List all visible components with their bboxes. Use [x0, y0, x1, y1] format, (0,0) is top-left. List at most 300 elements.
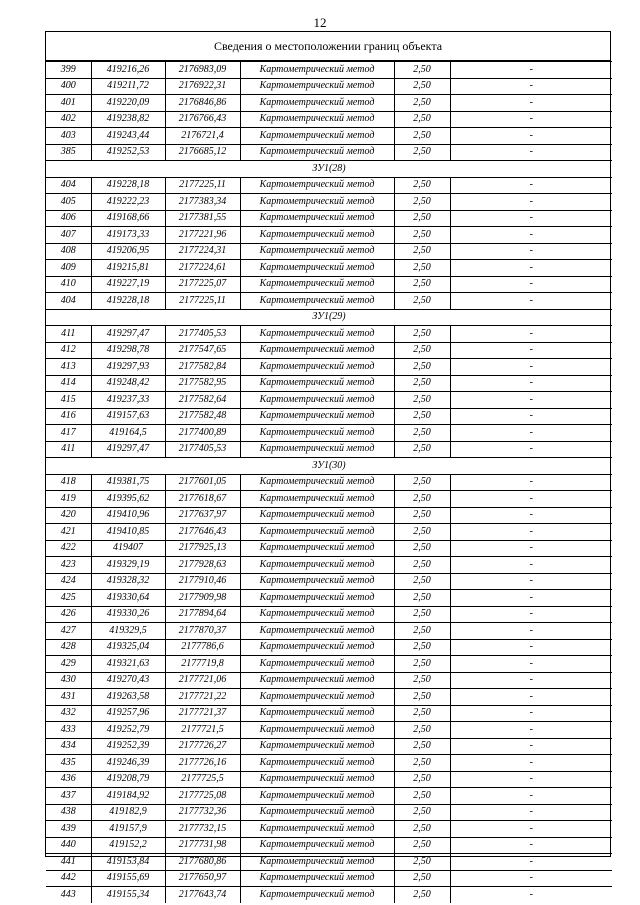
- x-coordinate-cell: 419211,72: [91, 78, 165, 95]
- accuracy-cell: 2,50: [394, 128, 450, 145]
- x-coordinate-cell: 419246,39: [91, 755, 165, 772]
- table-row: [46, 227, 612, 244]
- x-coordinate-cell: 419184,92: [91, 788, 165, 805]
- accuracy-cell: 2,50: [394, 755, 450, 772]
- point-number-cell: 426: [46, 606, 91, 623]
- x-coordinate-cell: 419298,78: [91, 342, 165, 359]
- accuracy-cell: 2,50: [394, 342, 450, 359]
- x-coordinate-cell: 419330,64: [91, 590, 165, 607]
- description-cell: -: [450, 722, 612, 739]
- point-number-cell: 406: [46, 210, 91, 227]
- y-coordinate-cell: 2177582,48: [165, 408, 240, 425]
- y-coordinate-cell: 2177582,95: [165, 375, 240, 392]
- description-cell: -: [450, 606, 612, 623]
- description-cell: -: [450, 210, 612, 227]
- method-cell: Картометрический метод: [240, 441, 394, 458]
- description-cell: -: [450, 738, 612, 755]
- y-coordinate-cell: 2176846,86: [165, 95, 240, 112]
- method-cell: Картометрический метод: [240, 326, 394, 343]
- y-coordinate-cell: 2177909,98: [165, 590, 240, 607]
- point-number-cell: 410: [46, 276, 91, 293]
- x-coordinate-cell: 419228,18: [91, 177, 165, 194]
- method-cell: Картометрический метод: [240, 392, 394, 409]
- y-coordinate-cell: 2176922,31: [165, 78, 240, 95]
- x-coordinate-cell: 419297,47: [91, 326, 165, 343]
- point-number-cell: 418: [46, 474, 91, 491]
- point-number-cell: 431: [46, 689, 91, 706]
- x-coordinate-cell: 419395,62: [91, 491, 165, 508]
- x-coordinate-cell: 419152,2: [91, 837, 165, 854]
- y-coordinate-cell: 2177637,97: [165, 507, 240, 524]
- y-coordinate-cell: 2177643,74: [165, 887, 240, 903]
- accuracy-cell: 2,50: [394, 491, 450, 508]
- point-number-cell: 420: [46, 507, 91, 524]
- accuracy-cell: 2,50: [394, 441, 450, 458]
- method-cell: Картометрический метод: [240, 128, 394, 145]
- x-coordinate-cell: 419222,23: [91, 194, 165, 211]
- method-cell: Картометрический метод: [240, 821, 394, 838]
- table-row: [46, 260, 612, 277]
- accuracy-cell: 2,50: [394, 590, 450, 607]
- table-row: [46, 359, 612, 376]
- description-cell: -: [450, 887, 612, 903]
- table-row: [46, 672, 612, 689]
- point-number-cell: 402: [46, 111, 91, 128]
- description-cell: -: [450, 854, 612, 871]
- x-coordinate-cell: 419270,43: [91, 672, 165, 689]
- table-row: [46, 210, 612, 227]
- table-row: [46, 194, 612, 211]
- description-cell: -: [450, 771, 612, 788]
- method-cell: Картометрический метод: [240, 111, 394, 128]
- point-number-cell: 430: [46, 672, 91, 689]
- table-row: [46, 821, 612, 838]
- description-cell: -: [450, 260, 612, 277]
- table-row: [46, 887, 612, 903]
- point-number-cell: 435: [46, 755, 91, 772]
- accuracy-cell: 2,50: [394, 573, 450, 590]
- point-number-cell: 439: [46, 821, 91, 838]
- y-coordinate-cell: 2177381,55: [165, 210, 240, 227]
- sheet-title: Сведения о местоположении границ объекта: [46, 32, 610, 61]
- y-coordinate-cell: 2177383,34: [165, 194, 240, 211]
- point-number-cell: 437: [46, 788, 91, 805]
- x-coordinate-cell: 419228,18: [91, 293, 165, 310]
- table-row: [46, 326, 612, 343]
- accuracy-cell: 2,50: [394, 722, 450, 739]
- y-coordinate-cell: 2177225,11: [165, 293, 240, 310]
- table-row: [46, 293, 612, 310]
- description-cell: -: [450, 573, 612, 590]
- method-cell: Картометрический метод: [240, 293, 394, 310]
- table-row: [46, 425, 612, 442]
- point-number-cell: 401: [46, 95, 91, 112]
- table-row: [46, 689, 612, 706]
- accuracy-cell: 2,50: [394, 408, 450, 425]
- method-cell: Картометрический метод: [240, 342, 394, 359]
- plot-label: ЗУ1(28): [46, 161, 612, 178]
- x-coordinate-cell: 419238,82: [91, 111, 165, 128]
- table-row: [46, 111, 612, 128]
- description-cell: -: [450, 557, 612, 574]
- x-coordinate-cell: 419157,9: [91, 821, 165, 838]
- table-row: [46, 639, 612, 656]
- description-cell: -: [450, 326, 612, 343]
- table-row: [46, 342, 612, 359]
- description-cell: -: [450, 672, 612, 689]
- description-cell: -: [450, 408, 612, 425]
- description-cell: -: [450, 837, 612, 854]
- coordinates-table: [46, 61, 612, 903]
- description-cell: -: [450, 375, 612, 392]
- description-cell: -: [450, 276, 612, 293]
- point-number-cell: 408: [46, 243, 91, 260]
- x-coordinate-cell: 419321,63: [91, 656, 165, 673]
- description-cell: -: [450, 194, 612, 211]
- accuracy-cell: 2,50: [394, 870, 450, 887]
- point-number-cell: 428: [46, 639, 91, 656]
- y-coordinate-cell: 2177405,53: [165, 441, 240, 458]
- table-row: [46, 590, 612, 607]
- x-coordinate-cell: 419257,96: [91, 705, 165, 722]
- y-coordinate-cell: 2177721,22: [165, 689, 240, 706]
- point-number-cell: 423: [46, 557, 91, 574]
- method-cell: Картометрический метод: [240, 870, 394, 887]
- description-cell: -: [450, 656, 612, 673]
- point-number-cell: 411: [46, 326, 91, 343]
- x-coordinate-cell: 419252,53: [91, 144, 165, 161]
- point-number-cell: 411: [46, 441, 91, 458]
- method-cell: Картометрический метод: [240, 375, 394, 392]
- method-cell: Картометрический метод: [240, 194, 394, 211]
- accuracy-cell: 2,50: [394, 656, 450, 673]
- description-cell: -: [450, 227, 612, 244]
- accuracy-cell: 2,50: [394, 177, 450, 194]
- y-coordinate-cell: 2177928,63: [165, 557, 240, 574]
- point-number-cell: 421: [46, 524, 91, 541]
- method-cell: Картометрический метод: [240, 227, 394, 244]
- y-coordinate-cell: 2177601,05: [165, 474, 240, 491]
- accuracy-cell: 2,50: [394, 804, 450, 821]
- method-cell: Картометрический метод: [240, 887, 394, 903]
- method-cell: Картометрический метод: [240, 507, 394, 524]
- method-cell: Картометрический метод: [240, 260, 394, 277]
- description-cell: -: [450, 474, 612, 491]
- accuracy-cell: 2,50: [394, 639, 450, 656]
- x-coordinate-cell: 419297,93: [91, 359, 165, 376]
- x-coordinate-cell: 419381,75: [91, 474, 165, 491]
- accuracy-cell: 2,50: [394, 227, 450, 244]
- description-cell: -: [450, 441, 612, 458]
- y-coordinate-cell: 2176766,43: [165, 111, 240, 128]
- description-cell: -: [450, 111, 612, 128]
- y-coordinate-cell: 2177224,31: [165, 243, 240, 260]
- table-row: [46, 507, 612, 524]
- y-coordinate-cell: 2177719,8: [165, 656, 240, 673]
- plot-label: ЗУ1(29): [46, 309, 612, 326]
- y-coordinate-cell: 2177400,89: [165, 425, 240, 442]
- point-number-cell: 405: [46, 194, 91, 211]
- accuracy-cell: 2,50: [394, 359, 450, 376]
- table-row: [46, 804, 612, 821]
- accuracy-cell: 2,50: [394, 375, 450, 392]
- point-number-cell: 416: [46, 408, 91, 425]
- accuracy-cell: 2,50: [394, 837, 450, 854]
- y-coordinate-cell: 2177547,65: [165, 342, 240, 359]
- y-coordinate-cell: 2177870,37: [165, 623, 240, 640]
- method-cell: Картометрический метод: [240, 276, 394, 293]
- table-row: [46, 755, 612, 772]
- description-cell: -: [450, 788, 612, 805]
- method-cell: Картометрический метод: [240, 755, 394, 772]
- description-cell: -: [450, 524, 612, 541]
- table-row: [46, 474, 612, 491]
- page-number: 12: [313, 15, 327, 30]
- point-number-cell: 409: [46, 260, 91, 277]
- accuracy-cell: 2,50: [394, 689, 450, 706]
- y-coordinate-cell: 2177726,27: [165, 738, 240, 755]
- description-cell: -: [450, 425, 612, 442]
- point-number-cell: 436: [46, 771, 91, 788]
- method-cell: Картометрический метод: [240, 425, 394, 442]
- x-coordinate-cell: 419252,39: [91, 738, 165, 755]
- table-row: [46, 557, 612, 574]
- table-row: [46, 408, 612, 425]
- method-cell: Картометрический метод: [240, 144, 394, 161]
- table-row: [46, 524, 612, 541]
- description-cell: -: [450, 144, 612, 161]
- method-cell: Картометрический метод: [240, 408, 394, 425]
- method-cell: Картометрический метод: [240, 639, 394, 656]
- description-cell: -: [450, 689, 612, 706]
- table-row: [46, 177, 612, 194]
- method-cell: Картометрический метод: [240, 738, 394, 755]
- description-cell: -: [450, 507, 612, 524]
- x-coordinate-cell: 419252,79: [91, 722, 165, 739]
- accuracy-cell: 2,50: [394, 144, 450, 161]
- accuracy-cell: 2,50: [394, 524, 450, 541]
- y-coordinate-cell: 2177405,53: [165, 326, 240, 343]
- x-coordinate-cell: 419243,44: [91, 128, 165, 145]
- y-coordinate-cell: 2177725,08: [165, 788, 240, 805]
- plot-header-row: [46, 309, 612, 326]
- y-coordinate-cell: 2177894,64: [165, 606, 240, 623]
- point-number-cell: 438: [46, 804, 91, 821]
- description-cell: -: [450, 243, 612, 260]
- accuracy-cell: 2,50: [394, 606, 450, 623]
- method-cell: Картометрический метод: [240, 804, 394, 821]
- x-coordinate-cell: 419206,95: [91, 243, 165, 260]
- point-number-cell: 414: [46, 375, 91, 392]
- point-number-cell: 415: [46, 392, 91, 409]
- description-cell: -: [450, 392, 612, 409]
- accuracy-cell: 2,50: [394, 276, 450, 293]
- table-row: [46, 788, 612, 805]
- table-row: [46, 144, 612, 161]
- table-row: [46, 606, 612, 623]
- x-coordinate-cell: 419407: [91, 540, 165, 557]
- description-cell: -: [450, 639, 612, 656]
- point-number-cell: 403: [46, 128, 91, 145]
- plot-header-row: [46, 161, 612, 178]
- y-coordinate-cell: 2177786,6: [165, 639, 240, 656]
- table-row: [46, 573, 612, 590]
- x-coordinate-cell: 419216,26: [91, 62, 165, 79]
- table-row: [46, 837, 612, 854]
- accuracy-cell: 2,50: [394, 78, 450, 95]
- description-cell: -: [450, 540, 612, 557]
- table-row: [46, 62, 612, 79]
- x-coordinate-cell: 419329,19: [91, 557, 165, 574]
- table-row: [46, 854, 612, 871]
- method-cell: Картометрический метод: [240, 524, 394, 541]
- accuracy-cell: 2,50: [394, 111, 450, 128]
- point-number-cell: 385: [46, 144, 91, 161]
- x-coordinate-cell: 419263,58: [91, 689, 165, 706]
- point-number-cell: 413: [46, 359, 91, 376]
- description-cell: -: [450, 128, 612, 145]
- method-cell: Картометрический метод: [240, 78, 394, 95]
- table-row: [46, 78, 612, 95]
- accuracy-cell: 2,50: [394, 474, 450, 491]
- accuracy-cell: 2,50: [394, 210, 450, 227]
- point-number-cell: 407: [46, 227, 91, 244]
- description-cell: -: [450, 491, 612, 508]
- method-cell: Картометрический метод: [240, 623, 394, 640]
- y-coordinate-cell: 2177732,36: [165, 804, 240, 821]
- accuracy-cell: 2,50: [394, 623, 450, 640]
- accuracy-cell: 2,50: [394, 788, 450, 805]
- point-number-cell: 425: [46, 590, 91, 607]
- point-number-cell: 412: [46, 342, 91, 359]
- table-row: [46, 491, 612, 508]
- table-row: [46, 276, 612, 293]
- y-coordinate-cell: 2177731,98: [165, 837, 240, 854]
- point-number-cell: 419: [46, 491, 91, 508]
- boundary-sheet: [45, 31, 611, 900]
- y-coordinate-cell: 2177650,97: [165, 870, 240, 887]
- point-number-cell: 404: [46, 293, 91, 310]
- method-cell: Картометрический метод: [240, 62, 394, 79]
- y-coordinate-cell: 2177680,86: [165, 854, 240, 871]
- table-row: [46, 128, 612, 145]
- y-coordinate-cell: 2177618,67: [165, 491, 240, 508]
- accuracy-cell: 2,50: [394, 887, 450, 903]
- x-coordinate-cell: 419208,79: [91, 771, 165, 788]
- x-coordinate-cell: 419173,33: [91, 227, 165, 244]
- x-coordinate-cell: 419410,85: [91, 524, 165, 541]
- description-cell: -: [450, 342, 612, 359]
- y-coordinate-cell: 2177225,11: [165, 177, 240, 194]
- y-coordinate-cell: 2177582,64: [165, 392, 240, 409]
- table-row: [46, 375, 612, 392]
- x-coordinate-cell: 419325,04: [91, 639, 165, 656]
- description-cell: -: [450, 804, 612, 821]
- method-cell: Картометрический метод: [240, 705, 394, 722]
- point-number-cell: 432: [46, 705, 91, 722]
- point-number-cell: 399: [46, 62, 91, 79]
- y-coordinate-cell: 2177732,15: [165, 821, 240, 838]
- accuracy-cell: 2,50: [394, 540, 450, 557]
- x-coordinate-cell: 419297,47: [91, 441, 165, 458]
- y-coordinate-cell: 2177221,96: [165, 227, 240, 244]
- description-cell: -: [450, 755, 612, 772]
- method-cell: Картометрический метод: [240, 590, 394, 607]
- accuracy-cell: 2,50: [394, 392, 450, 409]
- method-cell: Картометрический метод: [240, 689, 394, 706]
- x-coordinate-cell: 419410,96: [91, 507, 165, 524]
- y-coordinate-cell: 2177582,84: [165, 359, 240, 376]
- y-coordinate-cell: 2177721,37: [165, 705, 240, 722]
- x-coordinate-cell: 419248,42: [91, 375, 165, 392]
- method-cell: Картометрический метод: [240, 540, 394, 557]
- table-row: [46, 540, 612, 557]
- y-coordinate-cell: 2177224,61: [165, 260, 240, 277]
- accuracy-cell: 2,50: [394, 95, 450, 112]
- description-cell: -: [450, 705, 612, 722]
- method-cell: Картометрический метод: [240, 771, 394, 788]
- description-cell: -: [450, 821, 612, 838]
- x-coordinate-cell: 419168,66: [91, 210, 165, 227]
- accuracy-cell: 2,50: [394, 507, 450, 524]
- method-cell: Картометрический метод: [240, 557, 394, 574]
- method-cell: Картометрический метод: [240, 474, 394, 491]
- method-cell: Картометрический метод: [240, 606, 394, 623]
- description-cell: -: [450, 62, 612, 79]
- description-cell: -: [450, 623, 612, 640]
- y-coordinate-cell: 2176685,12: [165, 144, 240, 161]
- y-coordinate-cell: 2176983,09: [165, 62, 240, 79]
- y-coordinate-cell: 2177910,46: [165, 573, 240, 590]
- x-coordinate-cell: 419164,5: [91, 425, 165, 442]
- table-row: [46, 705, 612, 722]
- table-row: [46, 722, 612, 739]
- point-number-cell: 441: [46, 854, 91, 871]
- method-cell: Картометрический метод: [240, 722, 394, 739]
- method-cell: Картометрический метод: [240, 95, 394, 112]
- y-coordinate-cell: 2177721,06: [165, 672, 240, 689]
- accuracy-cell: 2,50: [394, 326, 450, 343]
- y-coordinate-cell: 2177726,16: [165, 755, 240, 772]
- x-coordinate-cell: 419153,84: [91, 854, 165, 871]
- description-cell: -: [450, 590, 612, 607]
- table-row: [46, 738, 612, 755]
- point-number-cell: 417: [46, 425, 91, 442]
- method-cell: Картометрический метод: [240, 656, 394, 673]
- point-number-cell: 440: [46, 837, 91, 854]
- method-cell: Картометрический метод: [240, 243, 394, 260]
- method-cell: Картометрический метод: [240, 672, 394, 689]
- y-coordinate-cell: 2176721,4: [165, 128, 240, 145]
- point-number-cell: 429: [46, 656, 91, 673]
- table-row: [46, 95, 612, 112]
- accuracy-cell: 2,50: [394, 425, 450, 442]
- description-cell: -: [450, 870, 612, 887]
- x-coordinate-cell: 419157,63: [91, 408, 165, 425]
- point-number-cell: 404: [46, 177, 91, 194]
- y-coordinate-cell: 2177225,07: [165, 276, 240, 293]
- coordinates-table-body: [46, 62, 612, 903]
- accuracy-cell: 2,50: [394, 62, 450, 79]
- plot-label: ЗУ1(30): [46, 458, 612, 475]
- method-cell: Картометрический метод: [240, 788, 394, 805]
- accuracy-cell: 2,50: [394, 771, 450, 788]
- x-coordinate-cell: 419215,81: [91, 260, 165, 277]
- accuracy-cell: 2,50: [394, 672, 450, 689]
- y-coordinate-cell: 2177925,13: [165, 540, 240, 557]
- method-cell: Картометрический метод: [240, 177, 394, 194]
- accuracy-cell: 2,50: [394, 705, 450, 722]
